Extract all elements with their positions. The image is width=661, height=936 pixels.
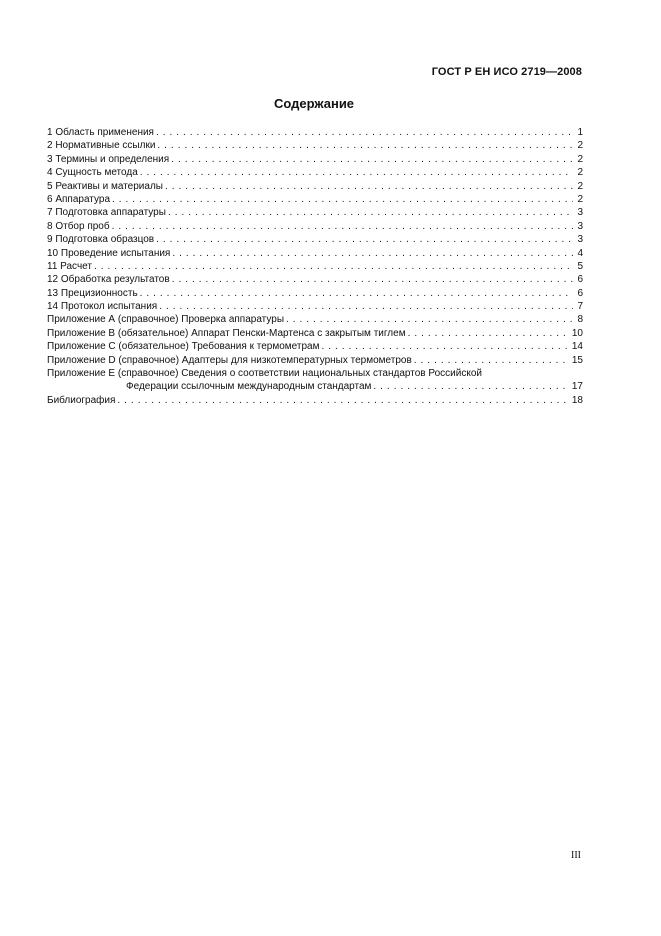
toc-entry-page: 17 bbox=[571, 381, 583, 393]
toc-title: Содержание bbox=[273, 96, 355, 111]
toc-leader-dots bbox=[172, 247, 573, 260]
document-code: ГОСТ Р ЕН ИСО 2719—2008 bbox=[431, 66, 582, 78]
toc-entry[interactable] bbox=[47, 313, 583, 326]
toc-entry-page: 14 bbox=[571, 341, 583, 353]
toc-leader-dots bbox=[117, 394, 569, 407]
toc-entry-text: 9 Подготовка образцов bbox=[47, 234, 155, 246]
toc-entry[interactable] bbox=[47, 220, 583, 233]
toc-entry-page: 6 bbox=[577, 287, 583, 299]
toc-entry[interactable] bbox=[47, 300, 583, 313]
toc-entry[interactable] bbox=[47, 247, 583, 260]
toc-entry-page: 2 bbox=[577, 153, 583, 165]
toc-entry-text: 1 Область применения bbox=[47, 126, 154, 138]
toc-leader-dots bbox=[165, 180, 573, 193]
toc-leader-dots bbox=[157, 139, 573, 152]
toc-entry-text: 5 Реактивы и материалы bbox=[47, 180, 163, 192]
toc-leader-dots bbox=[112, 193, 573, 206]
toc-entry-page: 15 bbox=[571, 354, 583, 366]
toc-leader-dots bbox=[168, 206, 573, 219]
toc-entry-text: 12 Обработка результатов bbox=[47, 274, 170, 286]
toc-entry-text: 13 Прецизионность bbox=[47, 287, 138, 299]
toc-entry-page: 10 bbox=[571, 327, 583, 339]
toc-leader-dots bbox=[171, 153, 573, 166]
page-number: III bbox=[571, 850, 581, 861]
toc-leader-dots bbox=[140, 287, 573, 300]
toc-entry-page: 7 bbox=[577, 301, 583, 313]
toc-leader-dots bbox=[159, 300, 573, 313]
toc-entry-text: 8 Отбор проб bbox=[47, 220, 110, 232]
toc-entry-page: 8 bbox=[577, 314, 583, 326]
toc-entry-text: Приложение С (обязательное) Требования к термометрам bbox=[47, 341, 320, 353]
toc-entry-text: Библиография bbox=[47, 394, 116, 406]
toc-entry-text: 14 Протокол испытания bbox=[47, 301, 158, 313]
toc-leader-dots bbox=[408, 327, 570, 340]
toc-entry-page: 3 bbox=[577, 234, 583, 246]
toc-entry[interactable] bbox=[47, 260, 583, 273]
toc-entry-page: 5 bbox=[577, 260, 583, 272]
toc-entry-text: 4 Сущность метода bbox=[47, 167, 138, 179]
toc-entry-text: 11 Расчет bbox=[47, 260, 92, 272]
toc-entry-text-continued: Федерации ссылочным международным стандартам bbox=[126, 381, 372, 393]
toc-entry-page: 2 bbox=[577, 180, 583, 192]
toc-entry[interactable] bbox=[47, 340, 583, 353]
toc-entry-text: Приложение А (справочное) Проверка аппаратуры bbox=[47, 314, 285, 326]
toc-entry-text: 10 Проведение испытания bbox=[47, 247, 171, 259]
toc-entry[interactable] bbox=[47, 180, 583, 193]
toc-entry[interactable] bbox=[47, 354, 583, 367]
toc-entry[interactable] bbox=[47, 193, 583, 206]
toc-entry-page: 2 bbox=[577, 167, 583, 179]
toc-entry-text: 6 Аппаратура bbox=[47, 193, 111, 205]
toc-leader-dots bbox=[172, 273, 573, 286]
toc-entry-text: Приложение В (обязательное) Аппарат Пенски-Мартенса с закрытым тиглем bbox=[47, 327, 406, 339]
toc-entry[interactable] bbox=[47, 287, 583, 300]
toc-entry-page: 3 bbox=[577, 220, 583, 232]
toc-leader-dots bbox=[321, 340, 569, 353]
toc-leader-dots bbox=[414, 354, 570, 367]
toc-entry-text: 7 Подготовка аппаратуры bbox=[47, 207, 166, 219]
toc-entry[interactable] bbox=[47, 327, 583, 340]
toc-entry[interactable] bbox=[47, 206, 583, 219]
toc-entry-page: 6 bbox=[577, 274, 583, 286]
toc-leader-dots bbox=[112, 220, 573, 233]
toc-entry-text: 2 Нормативные ссылки bbox=[47, 140, 156, 152]
toc-entry-page: 18 bbox=[571, 394, 583, 406]
toc-leader-dots bbox=[140, 166, 573, 179]
toc-entry-page: 3 bbox=[577, 207, 583, 219]
toc-entry-page: 4 bbox=[577, 247, 583, 259]
toc-entry-multiline[interactable] bbox=[47, 367, 583, 394]
toc-entry-text: Приложение Е (справочное) Сведения о соответствии национальных стандартов Российской bbox=[47, 368, 482, 380]
toc-entry[interactable] bbox=[47, 153, 583, 166]
toc-entry[interactable] bbox=[47, 394, 583, 407]
toc-entry[interactable] bbox=[47, 126, 583, 139]
toc-entry-page: 2 bbox=[577, 140, 583, 152]
toc-leader-dots bbox=[286, 313, 573, 326]
toc-entry-text: Приложение D (справочное) Адаптеры для низкотемпературных термометров bbox=[47, 354, 412, 366]
toc-leader-dots bbox=[156, 126, 573, 139]
toc-entry[interactable] bbox=[47, 139, 583, 152]
toc-leader-dots bbox=[156, 233, 573, 246]
toc-entry[interactable] bbox=[47, 273, 583, 286]
toc-entry[interactable] bbox=[47, 166, 583, 179]
toc-entry-text: 3 Термины и определения bbox=[47, 153, 170, 165]
toc-leader-dots bbox=[373, 380, 569, 393]
toc-entry[interactable] bbox=[47, 233, 583, 246]
table-of-contents bbox=[47, 126, 583, 407]
toc-entry-page: 1 bbox=[577, 126, 583, 138]
toc-leader-dots bbox=[94, 260, 573, 273]
toc-entry-page: 2 bbox=[577, 193, 583, 205]
